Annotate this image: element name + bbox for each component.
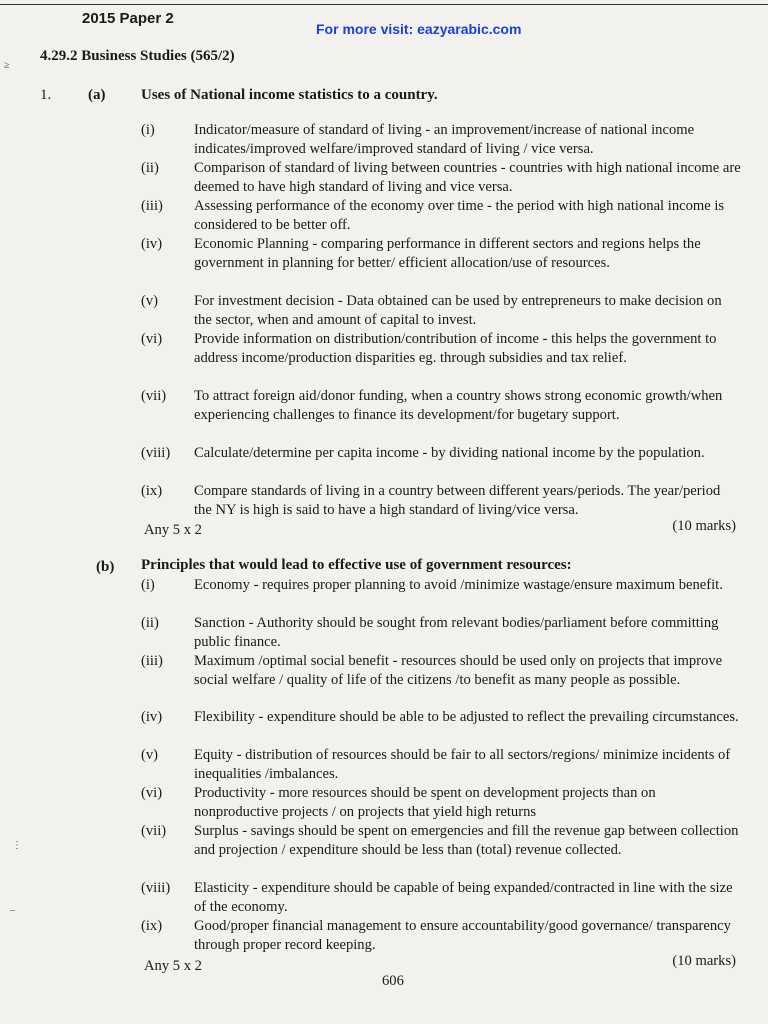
list-item bbox=[141, 444, 741, 463]
item-number: (iii) bbox=[141, 653, 163, 669]
top-rule bbox=[0, 4, 768, 5]
item-text: Productivity - more resources should be spent on development projects than on nonproductive projects / on projects that yield high returns bbox=[194, 785, 656, 820]
list-item bbox=[141, 576, 741, 595]
item-text: Assessing performance of the economy over time - the period with high national income is considered to be better off. bbox=[194, 198, 725, 233]
item-number: (v) bbox=[141, 293, 159, 309]
item-number: (vii) bbox=[141, 823, 167, 839]
page-number: 606 bbox=[382, 973, 404, 989]
list-item bbox=[141, 917, 741, 955]
any-five-note: Any 5 x 2 bbox=[144, 522, 202, 538]
item-text: Surplus - savings should be spent on emergencies and fill the revenue gap between collection and projection / expenditure should be less than (total) revenue collected. bbox=[194, 823, 739, 858]
subject-title: 4.29.2 Business Studies (565/2) bbox=[40, 48, 235, 64]
margin-mark: ≥ bbox=[4, 60, 10, 71]
list-item bbox=[141, 159, 741, 197]
item-text: Calculate/determine per capita income - by dividing national income by the population. bbox=[194, 445, 705, 461]
item-number: (ii) bbox=[141, 615, 159, 631]
item-number: (viii) bbox=[141, 880, 171, 896]
item-text: Economy - requires proper planning to avoid /minimize wastage/ensure maximum benefit. bbox=[194, 577, 723, 593]
item-number: (vii) bbox=[141, 388, 167, 404]
list-item bbox=[141, 197, 741, 235]
marks-label: (10 marks) bbox=[672, 953, 736, 969]
item-text: Equity - distribution of resources should be fair to all sectors/regions/ minimize incidents of inequalities /imbalances. bbox=[194, 747, 731, 782]
item-text: Good/proper financial management to ensure accountability/good governance/ transparency through proper record keeping. bbox=[194, 918, 731, 953]
item-text: Elasticity - expenditure should be capable of being expanded/contracted in line with the size of the economy. bbox=[194, 880, 733, 915]
item-number: (viii) bbox=[141, 445, 171, 461]
item-number: (i) bbox=[141, 122, 155, 138]
list-item bbox=[141, 121, 741, 159]
item-number: (v) bbox=[141, 747, 159, 763]
marks-label: (10 marks) bbox=[672, 518, 736, 534]
item-number: (vi) bbox=[141, 785, 163, 801]
item-number: (iii) bbox=[141, 198, 163, 214]
item-text: Flexibility - expenditure should be able to be adjusted to reflect the prevailing circumstances. bbox=[194, 709, 739, 725]
item-number: (iv) bbox=[141, 709, 163, 725]
item-text: To attract foreign aid/donor funding, when a country shows strong economic growth/when experiencing challenges to finance its development/for bugetary support. bbox=[194, 388, 723, 423]
question-number: 1. bbox=[40, 87, 52, 103]
item-text: Economic Planning - comparing performance in different sectors and regions helps the government in planning for better/ efficient allocation/use of resources. bbox=[194, 236, 701, 271]
item-text: Maximum /optimal social benefit - resources should be used only on projects that improve social welfare / quality of life of the citizens /to benefit as many people as possible. bbox=[194, 653, 723, 688]
part-b-label: (b) bbox=[96, 559, 115, 575]
list-item bbox=[141, 235, 741, 273]
item-number: (ix) bbox=[141, 483, 163, 499]
margin-mark: – bbox=[10, 905, 15, 916]
margin-mark: ⋮ bbox=[12, 840, 22, 851]
part-b-heading: Principles that would lead to effective use of government resources: bbox=[141, 557, 572, 573]
item-number: (ii) bbox=[141, 160, 159, 176]
item-number: (iv) bbox=[141, 236, 163, 252]
list-item bbox=[141, 482, 741, 520]
part-a-heading: Uses of National income statistics to a country. bbox=[141, 87, 438, 103]
item-text: Comparison of standard of living between countries - countries with high national income are deemed to have high standard of living and vice versa. bbox=[194, 160, 741, 195]
item-number: (vi) bbox=[141, 331, 163, 347]
item-text: Indicator/measure of standard of living - an improvement/increase of national income indicates/improved welfare/improved standard of living / vice versa. bbox=[194, 122, 695, 157]
list-item bbox=[141, 292, 741, 330]
item-text: Sanction - Authority should be sought from relevant bodies/parliament before committing public finance. bbox=[194, 615, 719, 650]
list-item bbox=[141, 784, 741, 822]
part-a-label: (a) bbox=[88, 87, 106, 103]
item-number: (ix) bbox=[141, 918, 163, 934]
list-item bbox=[141, 387, 741, 425]
item-text: Provide information on distribution/contribution of income - this helps the government to address income/production disparities eg. through subsidies and tax relief. bbox=[194, 331, 717, 366]
item-number: (i) bbox=[141, 577, 155, 593]
any-five-note: Any 5 x 2 bbox=[144, 958, 202, 974]
list-item bbox=[141, 708, 741, 727]
list-item bbox=[141, 879, 741, 917]
list-item bbox=[141, 822, 741, 860]
paper-title: 2015 Paper 2 bbox=[82, 10, 174, 27]
list-item bbox=[141, 746, 741, 784]
visit-link[interactable]: For more visit: eazyarabic.com bbox=[316, 21, 522, 37]
item-text: For investment decision - Data obtained can be used by entrepreneurs to make decision on the sector, when and amount of capital to invest. bbox=[194, 293, 722, 328]
list-item bbox=[141, 652, 741, 690]
item-text: Compare standards of living in a country between different years/periods. The year/period the NY is high is said to have a high standard of living/vice versa. bbox=[194, 483, 721, 518]
list-item bbox=[141, 614, 741, 652]
list-item bbox=[141, 330, 741, 368]
